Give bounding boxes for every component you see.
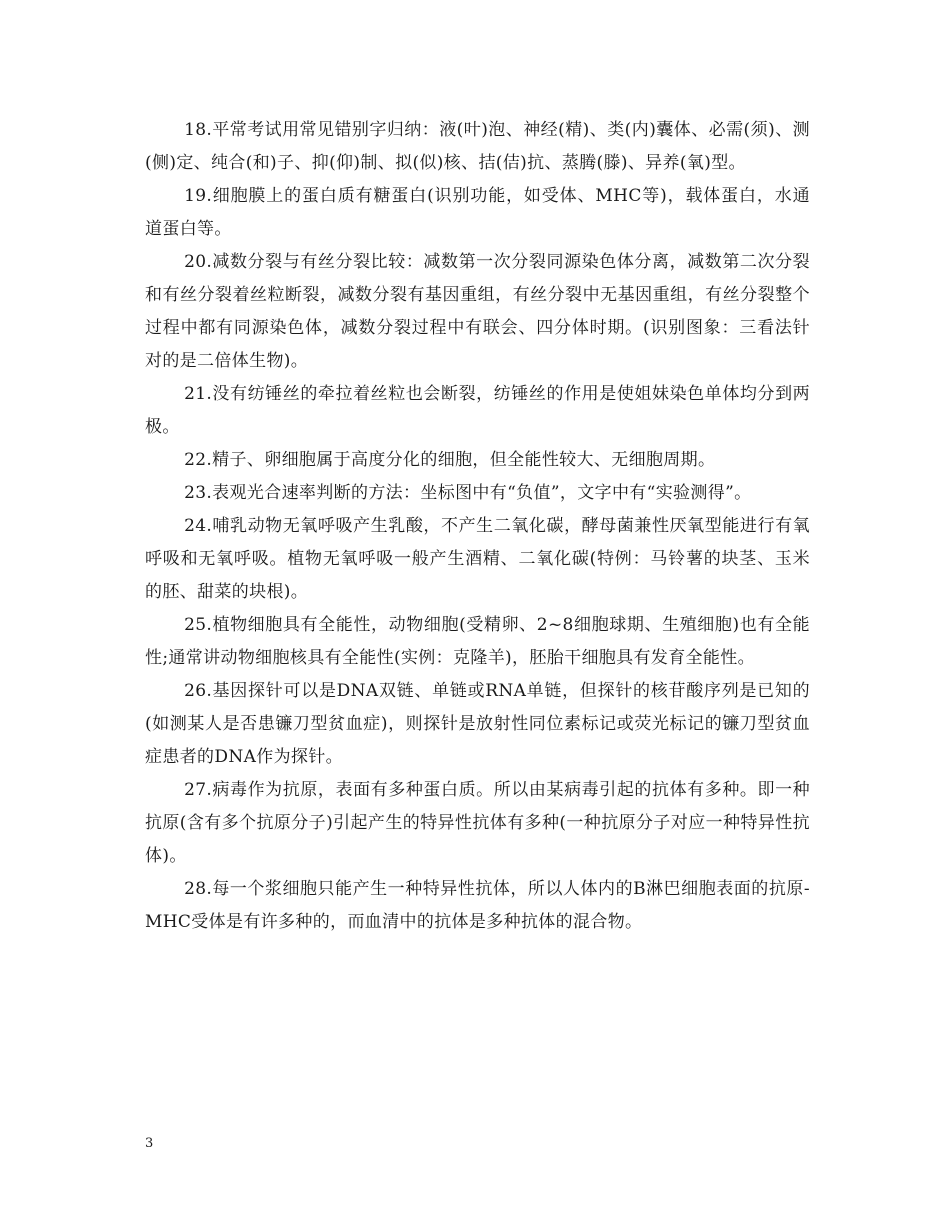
paragraph-22: 22.精子、卵细胞属于高度分化的细胞，但全能性较大、无细胞周期。 — [184, 450, 716, 470]
paragraph-19: 19.细胞膜上的蛋白质有糖蛋白(识别功能，如受体、MHC等)，载体蛋白，水通道蛋白等。 — [145, 186, 810, 239]
paragraph-26: 26.基因探针可以是DNA双链、单链或RNA单链，但探针的核苷酸序列是已知的(如测某人是否患镰刀型贫血症)，则探针是放射性同位素标记或荧光标记的镰刀型贫血症患者的DNA作为探针。 — [145, 681, 810, 767]
paragraph-23: 23.表观光合速率判断的方法：坐标图中有“负值”，文字中有“实验测得”。 — [184, 483, 752, 503]
paragraph-25: 25.植物细胞具有全能性，动物细胞(受精卵、2~8细胞球期、生殖细胞)也有全能性;通常讲动物细胞核具有全能性(实例：克隆羊)，胚胎干细胞具有发育全能性。 — [145, 615, 810, 668]
paragraph-21: 21.没有纺锤丝的牵拉着丝粒也会断裂，纺锤丝的作用是使姐妹染色单体均分到两极。 — [145, 384, 810, 437]
document-body — [145, 114, 810, 939]
paragraph-18: 18.平常考试用常见错别字归纳：液(叶)泡、神经(精)、类(内)囊体、必需(须)、测(侧)定、纯合(和)子、抑(仰)制、拟(似)核、拮(佶)抗、蒸腾(滕)、异养(氧)型。 — [145, 120, 810, 173]
paragraph-27: 27.病毒作为抗原，表面有多种蛋白质。所以由某病毒引起的抗体有多种。即一种抗原(含有多个抗原分子)引起产生的特异性抗体有多种(一种抗原分子对应一种特异性抗体)。 — [145, 780, 810, 866]
paragraph-28: 28.每一个浆细胞只能产生一种特异性抗体，所以人体内的B淋巴细胞表面的抗原-MHC受体是有许多种的，而血清中的抗体是多种抗体的混合物。 — [145, 879, 810, 932]
page-number: 3 — [145, 1136, 154, 1151]
paragraph-24: 24.哺乳动物无氧呼吸产生乳酸，不产生二氧化碳，酵母菌兼性厌氧型能进行有氧呼吸和无氧呼吸。植物无氧呼吸一般产生酒精、二氧化碳(特例：马铃薯的块茎、玉米的胚、甜菜的块根)。 — [145, 516, 810, 602]
paragraph-20: 20.减数分裂与有丝分裂比较：减数第一次分裂同源染色体分离，减数第二次分裂和有丝分裂着丝粒断裂，减数分裂有基因重组，有丝分裂中无基因重组，有丝分裂整个过程中都有同源染色体，减数分裂过程中有联会、四分体时期。(识别图象：三看法针对的是二倍体生物)。 — [145, 252, 810, 371]
